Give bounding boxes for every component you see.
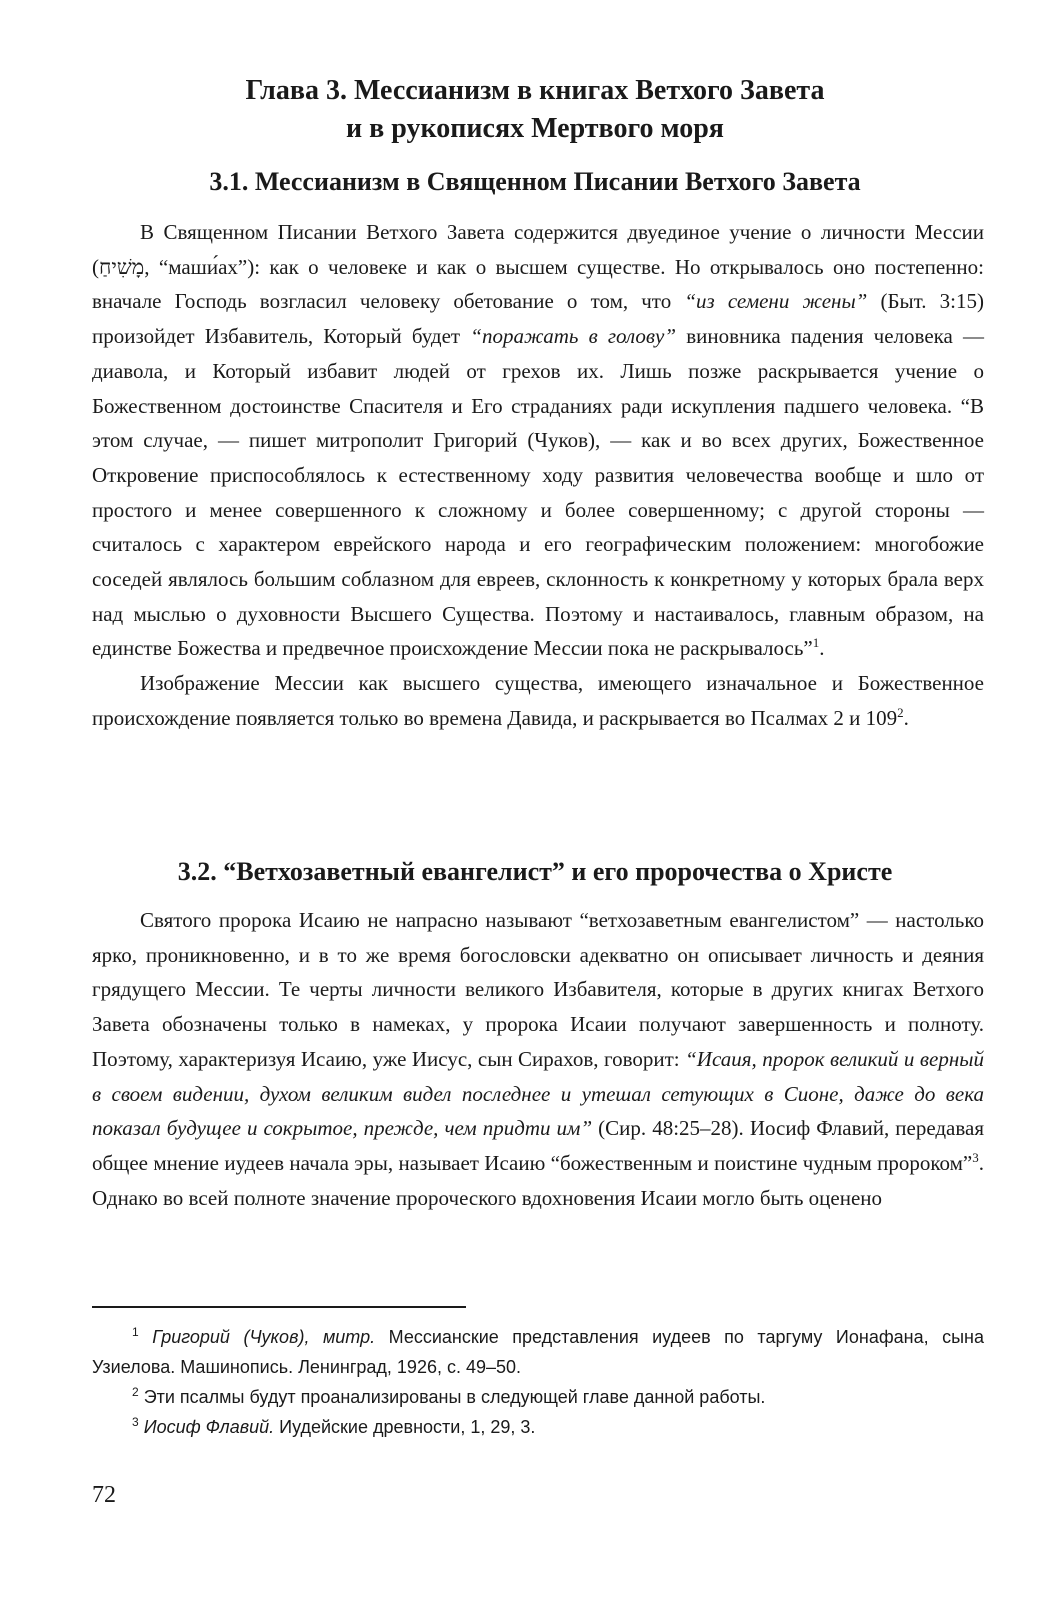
italic-quote: “поражать в голову” — [470, 324, 677, 349]
section-3-2-body — [92, 903, 984, 1215]
paragraph — [92, 903, 984, 1215]
chapter-title — [90, 72, 980, 148]
text-run: (Быт. 3:15) произойдет Избавитель, Который будет — [92, 289, 984, 349]
footnote-number: 2 — [132, 1385, 139, 1399]
text-run: Изображение Мессии как высшего существа, имеющего изначальное и Божественное происхождение появляется только во времена Давида, и раскрывается во Псалмах 2 и 109 — [92, 671, 984, 730]
footnote-2 — [92, 1382, 984, 1412]
text-run: В Священном Писании Ветхого Завета содержится двуединое учение о личности Мессии ( — [92, 220, 984, 279]
chapter-title-line-1: Глава 3. Мессианизм в книгах Ветхого Завета — [245, 75, 825, 106]
footnote-ref-3[interactable]: 3 — [972, 1149, 979, 1165]
text-run: . — [819, 636, 825, 661]
footnote-ref-2[interactable]: 2 — [897, 704, 904, 720]
footnote-author: Иосиф Флавий. — [143, 1417, 275, 1437]
footnotes — [92, 1322, 984, 1442]
footnote-text: Мессианские представления иудеев по таргуму Ионафана, сына Узиелова. Машинопись. Ленинград, 1926, с. 49–50. — [92, 1327, 984, 1377]
footnote-text: Иудейские древности, 1, 29, 3. — [274, 1417, 536, 1437]
footnote-divider — [92, 1306, 466, 1308]
hebrew-word: מָשִׁיחַ — [99, 254, 145, 279]
text-run: . Однако во всей полноте значение пророческого вдохновения Исаии могло быть оценено — [92, 1150, 984, 1210]
section-3-1-body — [92, 215, 984, 736]
footnote-text: Эти псалмы будут проанализированы в следующей главе данной работы. — [138, 1387, 766, 1407]
italic-quote: “Исаия, пророк великий и верный в своем видении, духом великим видел последнее и утешал сетующих в Сионе, даже до века показал будущее и сокрытое, прежде, чем придти им” — [92, 1046, 984, 1141]
paragraph — [92, 666, 984, 735]
text-run: (Сир. 48:25–28). Иосиф Флавий, передавая общее мнение иудеев начала эры, называет Исаию “божественным и поистине чудным пророком” — [92, 1116, 984, 1175]
page-number: 72 — [92, 1482, 116, 1508]
text-run: . — [903, 705, 909, 730]
section-title-3-1: 3.1. Мессианизм в Священном Писании Ветхого Завета — [209, 167, 861, 196]
text-run: виновника падения человека — диавола, и Который избавит людей от грехов их. Лишь позже раскрывается учение о Божественном достоинстве Спасителя и Его страданиях ради искупления падшего человека. “В этом случае, — пишет митрополит Григорий (Чуков), — как и во всех других, Божественное Откровение приспособлялось к естественному ходу развития человечества вообще и шло от простого и менее совершенного к сложному и более совершенному; с другой стороны — считалось с характером еврейского народа и его географическим положением: многобожие соседей являлось большим соблазном для евреев, склонность к конкретному у которых брала верх над мыслью о духовности Высшего Существа. Поэтому и настаивалось, главным образом, на единстве Божества и предвечное происхождение Мессии пока не раскрывалось” — [92, 324, 985, 661]
chapter-title-line-2: и в рукописях Мертвого моря — [346, 113, 724, 144]
footnote-number: 1 — [132, 1325, 139, 1339]
section-title-3-2: 3.2. “Ветхозаветный евангелист” и его пророчества о Христе — [177, 857, 893, 886]
text-run: , “маши́ах”): как о человеке и как о высшем существе. Но открывалось оно постепенно: вначале Господь возгласил человеку обетование о том, что — [92, 254, 984, 314]
footnote-3 — [92, 1412, 984, 1442]
italic-quote: “из семени жены” — [684, 289, 868, 314]
text-run: Святого пророка Исаию не напрасно называют “ветхозаветным евангелистом” — настолько ярко, проникновенно, и в то же время богословски адекватно он описывает личность и деяния грядущего Мессии. Те черты личности великого Избавителя, которые в других книгах Ветхого Завета обозначены только в намеках, у пророка Исаии получают завершенность и полноту. Поэтому, характеризуя Исаию, уже Иисус, сын Сирахов, говорит: — [92, 908, 984, 1071]
paragraph — [92, 215, 984, 666]
footnote-ref-1[interactable]: 1 — [812, 635, 820, 651]
footnote-number: 3 — [132, 1415, 139, 1429]
footnote-1 — [92, 1322, 984, 1382]
footnote-author: Григорий (Чуков), митр. — [152, 1327, 376, 1347]
